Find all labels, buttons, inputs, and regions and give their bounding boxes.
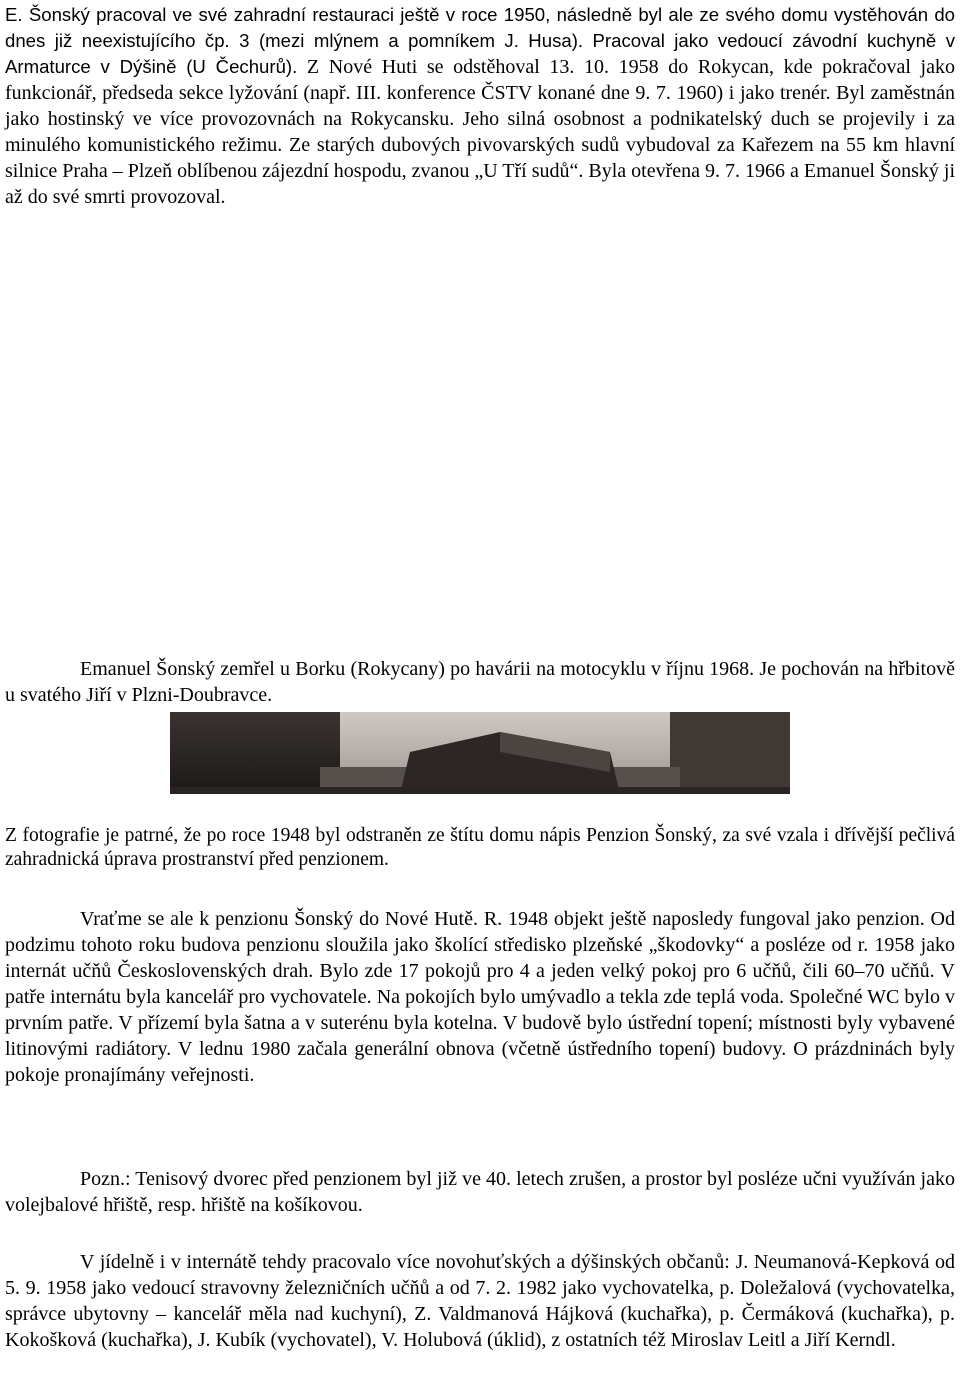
photo-caption: Z fotografie je patrné, že po roce 1948 byl odstraněn ze štítu domu nápis Penzion Šonský, za své vzala i dřívější pečlivá zahradnická úprava prostranství před penzionem.	[5, 825, 955, 870]
paragraph-sonsky-career	[5, 2, 955, 210]
paragraph-tennis-court-note: Pozn.: Tenisový dvorec před penzionem byl již ve 40. letech zrušen, a prostor byl posléze učni využíván jako volejbalové hřiště, resp. hřiště na košíkovou.	[5, 1168, 955, 1216]
paragraph-sonsky-career-part-c: Ze starých dubových pivovarských sudů vybudoval za Kařezem na 55 km hlavní silnice Praha – Plzeň oblíbenou zájezdní hospodu, zvanou „U Tří sudů“. Byla otevřena 9. 7. 1966 a Emanuel Šonský ji až do své smrti provozoval.	[5, 134, 956, 208]
paragraph-penzion-history: Vraťme se ale k penzionu Šonský do Nové Hutě. R. 1948 objekt ještě naposledy fungoval jako penzion. Od podzimu tohoto roku budova penzionu sloužila jako školící středisko plzeňské „škodovky“ a posléze od r. 1958 jako internát učňů Československých drah. Bylo zde 17 pokojů pro 4 a jeden velký pokoj pro 6 učňů, čili 60–70 učňů. V patře internátu byla kancelář pro vychovatele. Na pokojích bylo umývadlo a tekla zde teplá voda. Společné WC bylo v prvním patře. V přízemí byla šatna a v suterénu byla kotelna. V budově bylo ústřední topení; místnosti byly vybavené litinovými radiátory. V lednu 1980 začala generální obnova (včetně ústředního topení) budovy. O prázdninách byly pokoje pronajímány veřejnosti.	[5, 908, 955, 1086]
paragraph-staff-list: V jídelně i v internátě tehdy pracovalo více novohuťských a dýšinských občanů: J. Neumanová-Kepková od 5. 9. 1958 jako vedoucí stravovny železničních učňů a od 7. 2. 1982 jako vychovatelka, p. Doležalová (vychovatelka, správce ubytovny – kancelář měla nad kuchyní), Z. Valdmanová Hájková (kuchařka), p. Čermáková (kuchařka), p. Kokošková (kuchařka), J. Kubík (vychovatel), V. Holubová (úklid), z ostatních též Miroslav Leitl a Jiří Kerndl.	[5, 1251, 955, 1351]
paragraph-sonsky-career-part-b: Z Nové Huti se odstěhoval 13. 10. 1958 do Rokycan, kde pokračoval jako funkcionář, předseda sekce lyžování (např. III. konference ČSTV konané dne 9. 7. 1960) i jako trenér. Byl zaměstnán jako hostinský ve více provozovnách na Rokycansku. Jeho silná osobnost a podnikatelský duch se projevily i za minulého komunistického režimu.	[5, 56, 955, 156]
penzion-building-photo	[170, 712, 790, 794]
paragraph-sonsky-career-part-a: E. Šonský pracoval ve své zahradní restauraci ještě v roce 1950, následně byl ale ze svého domu vystěhován do dnes již neexistujícího čp. 3 (mezi mlýnem a pomníkem J. Husa). Pracoval jako vedoucí závodní kuchyně v Armaturce v Dýšině (U Čechurů).	[5, 4, 955, 77]
paragraph-sonsky-death: Emanuel Šonský zemřel u Borku (Rokycany) po havárii na motocyklu v říjnu 1968. Je pochován na hřbitově u svatého Jiří v Plzni-Doubravce.	[5, 658, 955, 706]
